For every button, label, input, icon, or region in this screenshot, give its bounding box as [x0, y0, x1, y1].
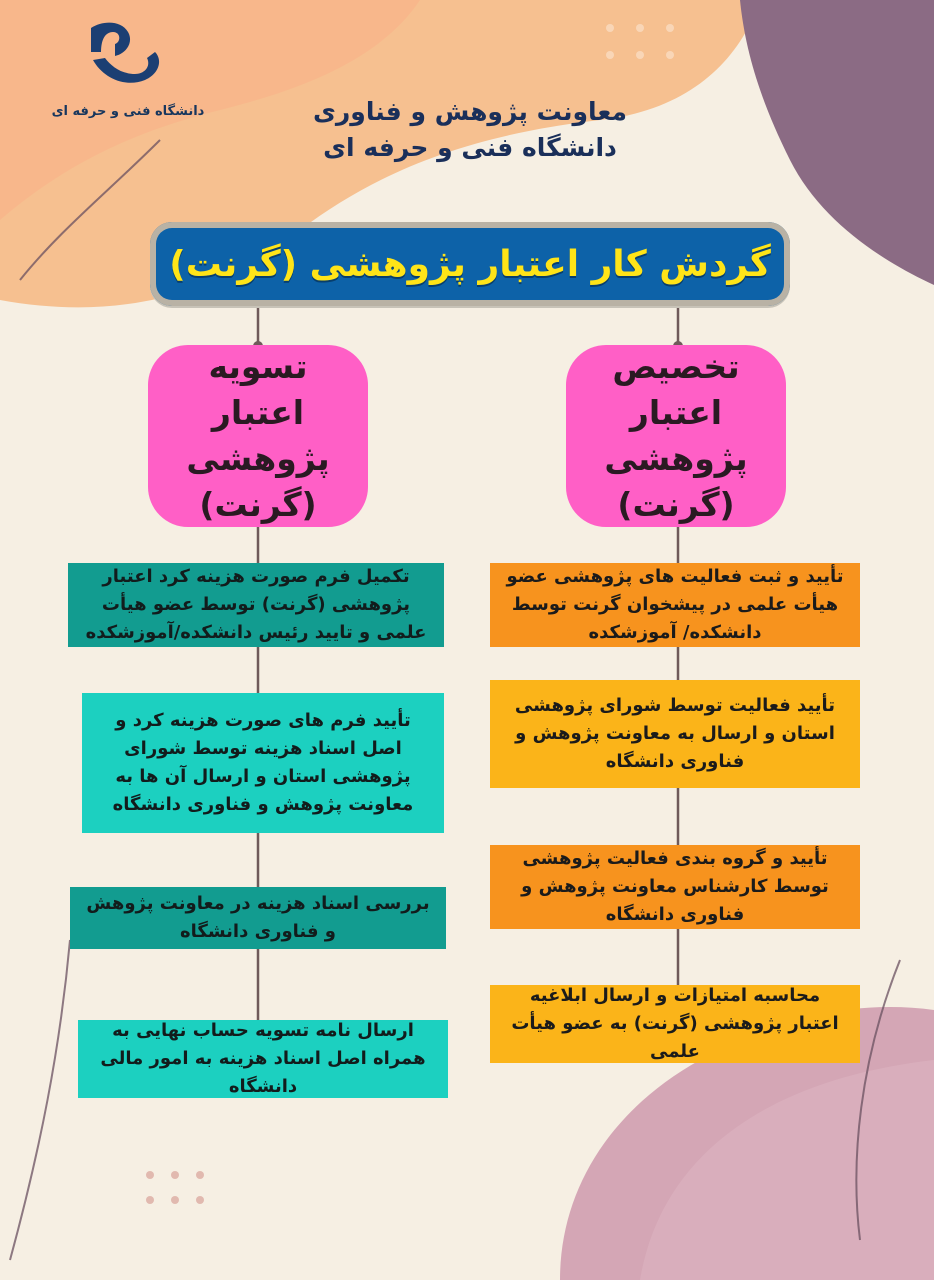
allocation-heading	[566, 345, 786, 527]
logo-icon	[63, 18, 173, 98]
allocation-heading-line-3: (گرنت)	[617, 485, 735, 524]
allocation-step-1: تأیید و ثبت فعالیت های پژوهشی عضو هیأت علمی در پیشخوان گرنت توسط دانشکده/ آموزشکده	[490, 563, 860, 647]
settlement-heading-line-2: اعتبار پژوهشی	[186, 393, 330, 478]
settlement-step-4: ارسال نامه تسویه حساب نهایی به همراه اصل اسناد هزینه به امور مالی دانشگاه	[78, 1020, 448, 1098]
settlement-heading-line-1: تسویه	[208, 347, 308, 386]
settlement-heading	[148, 345, 368, 527]
allocation-step-4: محاسبه امتیازات و ارسال ابلاغیه اعتبار پژوهشی (گرنت) به عضو هیأت علمی	[490, 985, 860, 1063]
header-line-1: معاونت پژوهش و فناوری	[313, 97, 627, 126]
university-logo	[48, 18, 205, 128]
allocation-heading-line-2: اعتبار پژوهشی	[604, 393, 748, 478]
title-banner	[150, 222, 790, 306]
allocation-step-3: تأیید و گروه بندی فعالیت پژوهشی توسط کارشناس معاونت پژوهش و فناوری دانشگاه	[490, 845, 860, 929]
allocation-heading-line-1: تخصیص	[612, 347, 740, 386]
logo-caption: دانشگاه فنی و حرفه ای	[51, 104, 205, 119]
page-header	[250, 94, 690, 166]
allocation-step-2: تأیید فعالیت توسط شورای پژوهشی استان و ارسال به معاونت پژوهش و فناوری دانشگاه	[490, 680, 860, 788]
header-line-2: دانشگاه فنی و حرفه ای	[323, 133, 617, 162]
settlement-heading-line-3: (گرنت)	[199, 485, 317, 524]
settlement-step-1: تکمیل فرم صورت هزینه کرد اعتبار پژوهشی (گرنت) توسط عضو هیأت علمی و تایید رئیس دانشکده/آموزشکده	[68, 563, 444, 647]
page-title: گردش کار اعتبار پژوهشی (گرنت)	[169, 243, 771, 285]
settlement-step-3: بررسی اسناد هزینه در معاونت پژوهش و فناوری دانشگاه	[70, 887, 446, 949]
settlement-step-2: تأیید فرم های صورت هزینه کرد و اصل اسناد هزینه توسط شورای پژوهشی استان و ارسال آن ها به معاونت پژوهش و فناوری دانشگاه	[82, 693, 444, 833]
